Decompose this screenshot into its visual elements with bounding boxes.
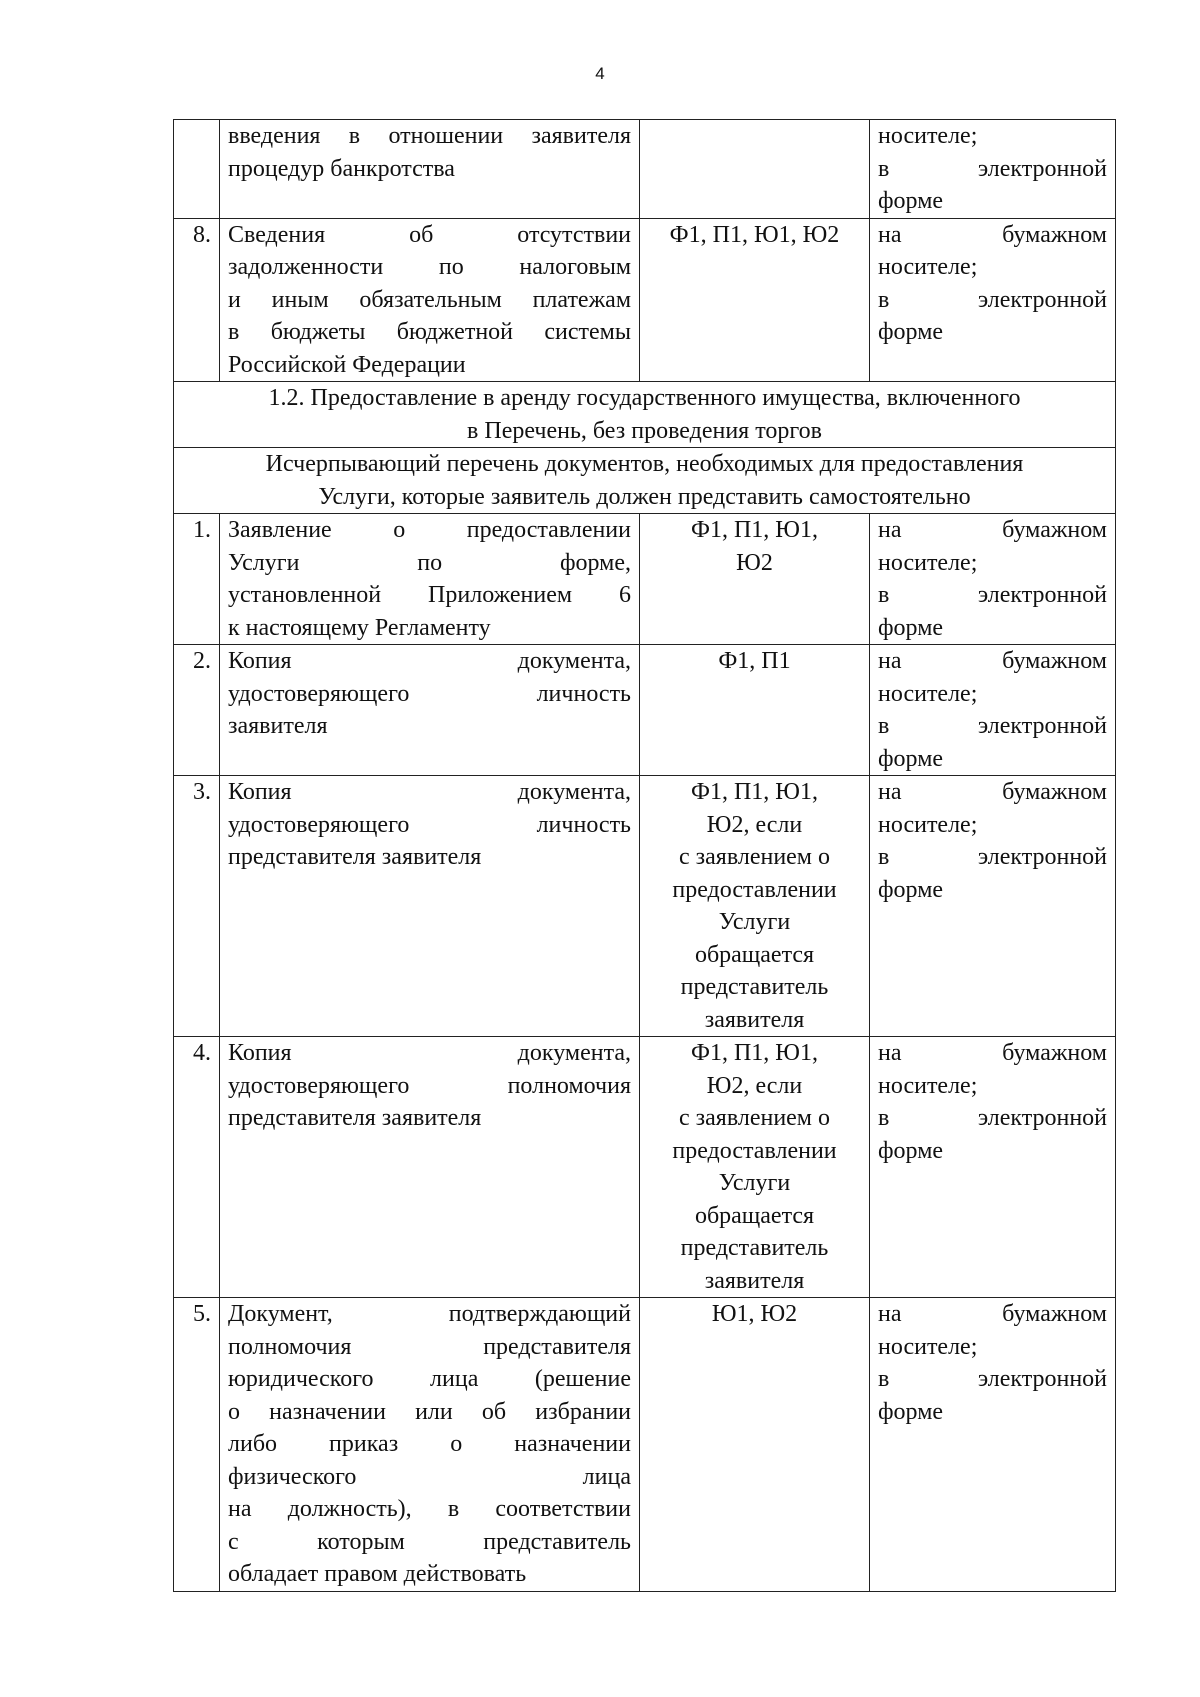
applicant-category-line: предоставлении	[672, 876, 837, 903]
document-name-line: заявителя	[228, 713, 328, 739]
submission-form-line: форме	[878, 876, 944, 903]
submission-form-line: в электронной	[878, 1366, 1107, 1392]
applicant-category-cell	[640, 645, 870, 776]
document-name-line: Документ, подтверждающий	[228, 1301, 631, 1327]
submission-form-line: носителе;	[878, 1072, 978, 1099]
submission-form-line: на бумажном	[878, 648, 1107, 674]
document-name-line: удостоверяющего личность	[228, 680, 631, 707]
section-heading-line: в Перечень, без проведения торгов	[467, 417, 822, 444]
row-number: 2.	[174, 645, 220, 776]
document-name-line: Сведения об отсутствии	[228, 221, 631, 248]
document-name-cell	[220, 1298, 640, 1592]
table-row	[174, 776, 1116, 1037]
document-name-line: в бюджеты бюджетной системы	[228, 319, 631, 345]
document-name-line: Копия документа,	[228, 779, 631, 805]
submission-form-cell	[870, 645, 1116, 776]
applicant-category-cell	[640, 120, 870, 219]
table-row	[174, 218, 1116, 382]
applicant-category-line: Ф1, П1, Ю1,	[691, 779, 818, 805]
document-name-cell	[220, 218, 640, 382]
applicant-category-line: Ф1, П1, Ю1,	[691, 1040, 818, 1066]
document-name-line: задолженности по налоговым	[228, 254, 631, 280]
document-name-line: полномочия представителя	[228, 1333, 631, 1360]
document-name-cell	[220, 120, 640, 219]
row-number: 8.	[174, 218, 220, 382]
document-name-line: и иным обязательным платежам	[228, 286, 631, 313]
document-name-line: к настоящему Регламенту	[228, 614, 491, 641]
section-heading-cell	[174, 382, 1116, 448]
applicant-category-line: обращается	[694, 941, 815, 968]
submission-form-line: на бумажном	[878, 1301, 1107, 1327]
submission-form-line: в электронной	[878, 713, 1107, 739]
documents-table	[173, 119, 1116, 1592]
submission-form-line: в электронной	[878, 155, 1107, 182]
table-row	[174, 120, 1116, 219]
document-name-line: представителя заявителя	[228, 844, 482, 870]
applicant-category-cell	[640, 1037, 870, 1298]
document-name-line: введения в отношении заявителя	[228, 123, 631, 149]
document-name-cell	[220, 645, 640, 776]
applicant-category-line: заявителя	[704, 1006, 805, 1033]
submission-form-line: форме	[878, 188, 944, 214]
submission-form-line: в электронной	[878, 844, 1107, 870]
submission-form-line: носителе;	[878, 549, 978, 576]
document-name-cell	[220, 1037, 640, 1298]
applicant-category-cell	[640, 776, 870, 1037]
submission-form-cell	[870, 1037, 1116, 1298]
applicant-category-line: с заявлением о	[679, 844, 830, 870]
submission-form-line: форме	[878, 614, 944, 641]
submission-form-line: форме	[878, 1398, 944, 1425]
document-name-line: Заявление о предоставлении	[228, 517, 631, 543]
document-name-line: физического лица	[228, 1463, 631, 1490]
submission-form-cell	[870, 1298, 1116, 1592]
document-name-line: Услуги по форме,	[228, 549, 631, 576]
submission-form-line: носителе;	[878, 680, 978, 707]
submission-form-cell	[870, 776, 1116, 1037]
applicant-category-line: с заявлением о	[679, 1105, 830, 1131]
submission-form-line: носителе;	[878, 811, 978, 838]
applicant-category-line: Ю2	[736, 549, 773, 576]
subsection-heading-cell	[174, 448, 1116, 514]
applicant-category-line: Услуги	[718, 909, 791, 935]
submission-form-line: носителе;	[878, 254, 978, 280]
table-row	[174, 514, 1116, 645]
subsection-heading-line: Исчерпывающий перечень документов, необходимых для предоставления	[265, 451, 1024, 477]
submission-form-line: форме	[878, 1137, 944, 1164]
applicant-category-cell	[640, 1298, 870, 1592]
document-name-line: с которым представитель	[228, 1528, 631, 1555]
applicant-category-line: обращается	[694, 1202, 815, 1229]
subsection-heading-row	[174, 448, 1116, 514]
applicant-category-cell	[640, 514, 870, 645]
submission-form-line: носителе;	[878, 1333, 978, 1360]
submission-form-line: в электронной	[878, 582, 1107, 608]
submission-form-cell	[870, 514, 1116, 645]
table-row	[174, 1037, 1116, 1298]
document-name-line: представителя заявителя	[228, 1105, 482, 1131]
document-name-line: о назначении или об избрании	[228, 1398, 631, 1425]
table-row	[174, 1298, 1116, 1592]
document-name-line: на должность), в соответствии	[228, 1496, 631, 1522]
row-number: 1.	[174, 514, 220, 645]
section-heading-line: 1.2. Предоставление в аренду государственного имущества, включенного	[268, 385, 1021, 411]
applicant-category-line: представитель	[680, 1235, 829, 1261]
document-name-line: установленной Приложением 6	[228, 582, 631, 608]
applicant-category-line: Ф1, П1, Ю1,	[691, 517, 818, 543]
document-name-line: либо приказ о назначении	[228, 1431, 631, 1457]
document-name-line: удостоверяющего личность	[228, 811, 631, 838]
applicant-category-cell	[640, 218, 870, 382]
submission-form-line: на бумажном	[878, 1040, 1107, 1066]
submission-form-line: форме	[878, 745, 944, 772]
submission-form-cell	[870, 120, 1116, 219]
submission-form-line: в электронной	[878, 286, 1107, 313]
page-number: 4	[595, 64, 605, 83]
applicant-category-line: Ф1, П1, Ю1, Ю2	[669, 221, 840, 248]
document-name-cell	[220, 776, 640, 1037]
section-heading-row	[174, 382, 1116, 448]
submission-form-cell	[870, 218, 1116, 382]
submission-form-line: форме	[878, 319, 944, 345]
applicant-category-line: представитель	[680, 974, 829, 1000]
document-name-line: процедур банкротства	[228, 155, 455, 182]
applicant-category-line: Ю2, если	[706, 811, 803, 838]
submission-form-line: носителе;	[878, 123, 978, 149]
document-name-line: Копия документа,	[228, 1040, 631, 1066]
document-name-cell	[220, 514, 640, 645]
applicant-category-line: Услуги	[718, 1170, 791, 1196]
row-number	[174, 120, 220, 219]
subsection-heading-line: Услуги, которые заявитель должен представить самостоятельно	[318, 483, 971, 510]
applicant-category-line: заявителя	[704, 1267, 805, 1294]
document-name-line: Российской Федерации	[228, 351, 466, 378]
applicant-category-line: Ю1, Ю2	[711, 1301, 798, 1327]
row-number: 3.	[174, 776, 220, 1037]
applicant-category-line: Ю2, если	[706, 1072, 803, 1099]
applicant-category-line: Ф1, П1	[718, 648, 791, 674]
document-name-line: удостоверяющего полномочия	[228, 1072, 631, 1099]
row-number: 4.	[174, 1037, 220, 1298]
document-name-line: Копия документа,	[228, 648, 631, 674]
submission-form-line: на бумажном	[878, 779, 1107, 805]
document-name-line: юридического лица (решение	[228, 1366, 631, 1392]
submission-form-line: на бумажном	[878, 221, 1107, 248]
submission-form-line: на бумажном	[878, 517, 1107, 543]
document-name-line: обладает правом действовать	[228, 1561, 527, 1587]
row-number: 5.	[174, 1298, 220, 1592]
applicant-category-line: предоставлении	[672, 1137, 837, 1164]
table-row	[174, 645, 1116, 776]
submission-form-line: в электронной	[878, 1105, 1107, 1131]
